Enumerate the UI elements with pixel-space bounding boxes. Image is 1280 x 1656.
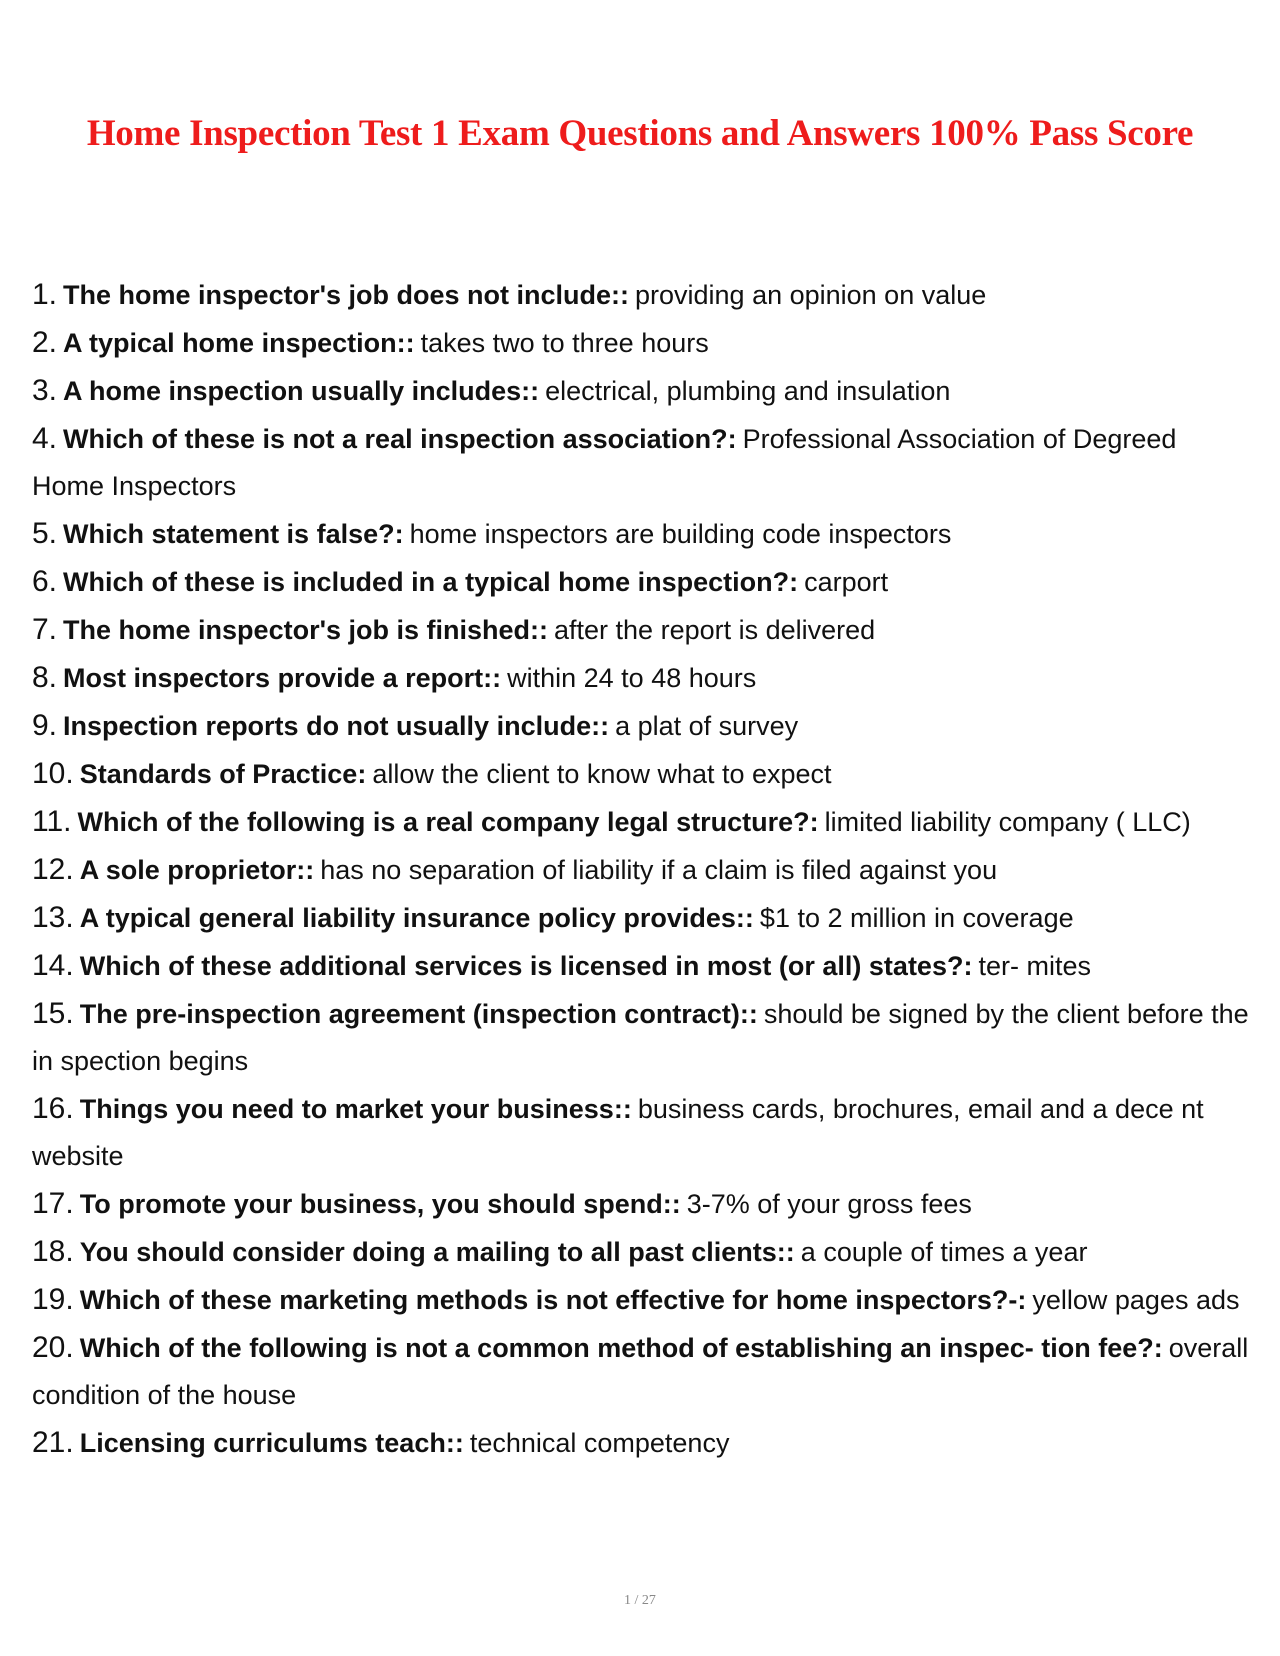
qa-list <box>32 271 1252 1467</box>
list-item <box>32 319 1252 367</box>
list-item <box>32 798 1252 846</box>
list-item <box>32 942 1252 990</box>
item-number: 17. <box>32 1187 74 1220</box>
question-text: A sole proprietor:: <box>79 855 315 885</box>
list-item <box>32 702 1252 750</box>
list-item <box>32 271 1252 319</box>
question-text: The home inspector's job does not include:: <box>63 280 629 310</box>
list-item <box>32 654 1252 702</box>
question-text: Which of these is not a real inspection association?: <box>63 424 737 454</box>
list-item <box>32 1324 1252 1419</box>
answer-text: allow the client to know what to expect <box>372 759 832 789</box>
question-text: Standards of Practice: <box>79 759 367 789</box>
question-text: A home inspection usually includes:: <box>63 376 540 406</box>
question-text: Which of these is included in a typical home inspection?: <box>63 567 799 597</box>
item-number: 13. <box>32 901 74 934</box>
item-number: 5. <box>32 517 58 550</box>
item-number: 15. <box>32 997 74 1030</box>
answer-text: $1 to 2 million in coverage <box>759 903 1074 933</box>
question-text: Things you need to market your business:: <box>79 1094 632 1124</box>
item-number: 21. <box>32 1426 74 1459</box>
answer-text: within 24 to 48 hours <box>507 663 757 693</box>
list-item <box>32 846 1252 894</box>
list-item <box>32 606 1252 654</box>
answer-text: a couple of times a year <box>800 1237 1088 1267</box>
answer-text: overall condition of the house <box>32 1333 1249 1410</box>
list-item <box>32 1276 1252 1324</box>
item-number: 7. <box>32 613 58 646</box>
list-item <box>32 1085 1252 1180</box>
answer-text: business cards, brochures, email and a dece nt website <box>32 1094 1204 1171</box>
list-item <box>32 894 1252 942</box>
item-number: 6. <box>32 565 58 598</box>
answer-text: Professional Association of Degreed Home Inspectors <box>32 424 1177 501</box>
list-item <box>32 1419 1252 1467</box>
answer-text: ter- mites <box>978 951 1091 981</box>
item-number: 9. <box>32 709 58 742</box>
answer-text: should be signed by the client before the in spection begins <box>32 999 1249 1076</box>
answer-text: providing an opinion on value <box>635 280 987 310</box>
question-text: The home inspector's job is finished:: <box>63 615 549 645</box>
answer-text: 3-7% of your gross fees <box>686 1189 972 1219</box>
item-number: 3. <box>32 374 58 407</box>
item-number: 11. <box>32 805 72 838</box>
item-number: 16. <box>32 1092 74 1125</box>
answer-text: takes two to three hours <box>420 328 709 358</box>
question-text: A typical home inspection:: <box>63 328 415 358</box>
list-item <box>32 1228 1252 1276</box>
item-number: 8. <box>32 661 58 694</box>
question-text: Which of these marketing methods is not effective for home inspectors?-: <box>79 1285 1027 1315</box>
answer-text: has no separation of liability if a claim is filed against you <box>320 855 998 885</box>
item-number: 18. <box>32 1235 74 1268</box>
answer-text: yellow pages ads <box>1032 1285 1240 1315</box>
item-number: 2. <box>32 326 58 359</box>
list-item <box>32 1180 1252 1228</box>
question-text: Which of these additional services is licensed in most (or all) states?: <box>79 951 973 981</box>
question-text: A typical general liability insurance policy provides:: <box>79 903 754 933</box>
list-item <box>32 750 1252 798</box>
answer-text: carport <box>804 567 889 597</box>
question-text: Most inspectors provide a report:: <box>63 663 502 693</box>
item-number: 20. <box>32 1331 74 1364</box>
list-item <box>32 510 1252 558</box>
page-number: 1 / 27 <box>624 1593 656 1608</box>
answer-text: after the report is delivered <box>554 615 876 645</box>
item-number: 19. <box>32 1283 74 1316</box>
answer-text: technical competency <box>469 1428 730 1458</box>
question-text: Which of the following is a real company legal structure?: <box>77 807 819 837</box>
question-text: Inspection reports do not usually include:: <box>63 711 610 741</box>
item-number: 4. <box>32 422 58 455</box>
page-title: Home Inspection Test 1 Exam Questions and Answers 100% Pass Score <box>86 113 1194 154</box>
answer-text: electrical, plumbing and insulation <box>545 376 951 406</box>
question-text: Licensing curriculums teach:: <box>79 1428 464 1458</box>
item-number: 10. <box>32 757 74 790</box>
answer-text: home inspectors are building code inspectors <box>409 519 952 549</box>
question-text: To promote your business, you should spend:: <box>79 1189 681 1219</box>
answer-text: limited liability company ( LLC) <box>824 807 1191 837</box>
question-text: Which of the following is not a common method of establishing an inspec- tion fee?: <box>79 1333 1163 1363</box>
question-text: Which statement is false?: <box>63 519 404 549</box>
item-number: 14. <box>32 949 74 982</box>
question-text: You should consider doing a mailing to all past clients:: <box>79 1237 795 1267</box>
item-number: 12. <box>32 853 74 886</box>
list-item <box>32 415 1252 510</box>
item-number: 1. <box>32 278 58 311</box>
list-item <box>32 990 1252 1085</box>
list-item <box>32 367 1252 415</box>
question-text: The pre-inspection agreement (inspection contract):: <box>79 999 758 1029</box>
list-item <box>32 558 1252 606</box>
answer-text: a plat of survey <box>615 711 799 741</box>
